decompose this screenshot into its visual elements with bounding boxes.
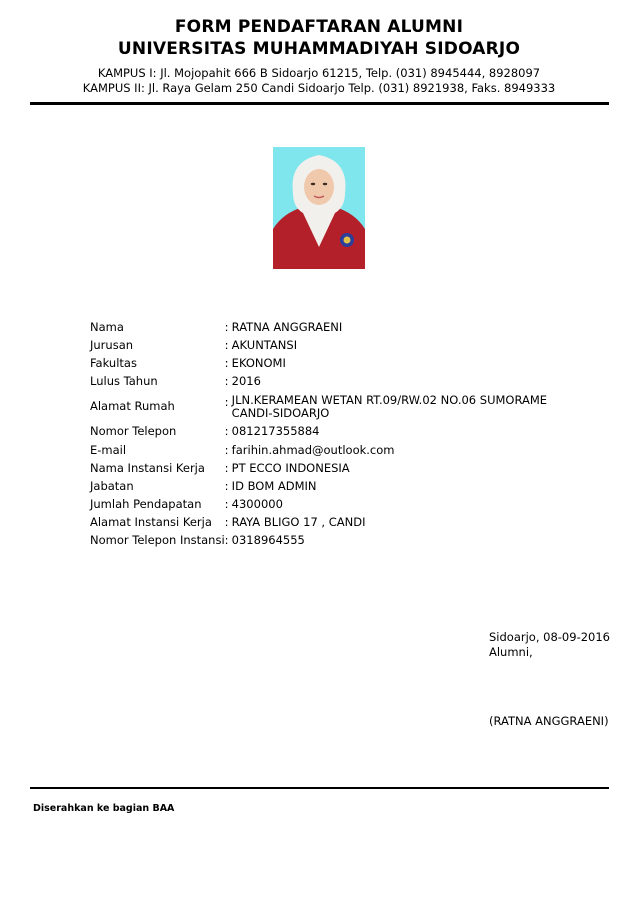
submission-note: Diserahkan ke bagian BAA	[33, 803, 175, 814]
address-line-1: JLN.KERAMEAN WETAN RT.09/RW.02 NO.06 SUMORAME	[231, 392, 548, 407]
field-separator: :	[224, 533, 229, 548]
field-separator: :	[224, 394, 229, 409]
field-label: E-mail	[90, 442, 127, 457]
field-value: AKUNTANSI	[231, 337, 298, 352]
field-value: RATNA ANGGRAENI	[231, 319, 343, 334]
field-label: Alamat Instansi Kerja	[90, 515, 212, 530]
field-label: Jabatan	[90, 478, 134, 493]
field-value: ID BOM ADMIN	[231, 478, 317, 493]
field-separator: :	[224, 374, 229, 389]
campus-2-address: KAMPUS II: Jl. Raya Gelam 250 Candi Sidoarjo Telp. (031) 8921938, Faks. 8949333	[82, 81, 556, 95]
field-row-email	[90, 441, 550, 459]
field-value	[232, 391, 550, 423]
field-label: Nomor Telepon Instansi	[90, 533, 225, 548]
field-value: PT ECCO INDONESIA	[231, 460, 350, 475]
field-separator: :	[224, 355, 229, 370]
header-divider	[30, 102, 609, 105]
field-row-lulus-tahun	[90, 373, 550, 391]
alumni-data-table	[90, 318, 550, 550]
field-value: 4300000	[231, 497, 283, 512]
field-row-alamat-rumah	[90, 391, 550, 423]
field-value: farihin.ahmad@outlook.com	[231, 442, 395, 457]
field-separator: :	[224, 424, 229, 439]
university-name: UNIVERSITAS MUHAMMADIYAH SIDOARJO	[117, 39, 521, 59]
form-title: FORM PENDAFTARAN ALUMNI	[174, 17, 464, 37]
field-label: Alamat Rumah	[90, 399, 175, 414]
field-separator: :	[224, 442, 229, 457]
field-separator: :	[224, 460, 229, 475]
field-row-nama	[90, 318, 550, 336]
field-separator: :	[224, 497, 229, 512]
field-row-nomor-telepon	[90, 423, 550, 441]
field-label: Lulus Tahun	[90, 374, 158, 389]
field-label: Nomor Telepon	[90, 424, 177, 439]
field-separator: :	[224, 478, 229, 493]
field-row-nama-instansi-kerja	[90, 459, 550, 477]
field-separator: :	[224, 319, 229, 334]
field-label: Nama	[90, 319, 124, 334]
field-label: Fakultas	[90, 355, 137, 370]
signature-block	[489, 630, 610, 660]
field-value: 2016	[231, 374, 261, 389]
field-label: Jumlah Pendapatan	[90, 497, 202, 512]
alumni-photo	[273, 147, 365, 269]
field-row-nomor-telepon-instansi	[90, 532, 550, 550]
signer-name: (RATNA ANGGRAENI)	[489, 714, 609, 728]
signer-role: Alumni,	[489, 645, 533, 659]
field-value: 081217355884	[231, 424, 320, 439]
field-value: RAYA BLIGO 17 , CANDI	[231, 515, 366, 530]
field-value: 0318964555	[231, 533, 305, 548]
field-label: Jurusan	[90, 337, 134, 352]
portrait-image	[273, 147, 365, 269]
field-row-jumlah-pendapatan	[90, 496, 550, 514]
campus-1-address: KAMPUS I: Jl. Mojopahit 666 B Sidoarjo 61215, Telp. (031) 8945444, 8928097	[97, 66, 541, 80]
field-label: Nama Instansi Kerja	[90, 460, 205, 475]
field-separator: :	[224, 515, 229, 530]
field-row-jurusan	[90, 336, 550, 354]
field-row-fakultas	[90, 354, 550, 372]
footer-divider	[30, 787, 609, 789]
field-row-jabatan	[90, 477, 550, 495]
address-line-2: CANDI-SIDOARJO	[231, 405, 330, 420]
field-separator: :	[224, 337, 229, 352]
place-date: Sidoarjo, 08-09-2016	[489, 630, 610, 644]
letterhead	[0, 16, 638, 96]
field-row-alamat-instansi-kerja	[90, 514, 550, 532]
field-value: EKONOMI	[231, 355, 286, 370]
